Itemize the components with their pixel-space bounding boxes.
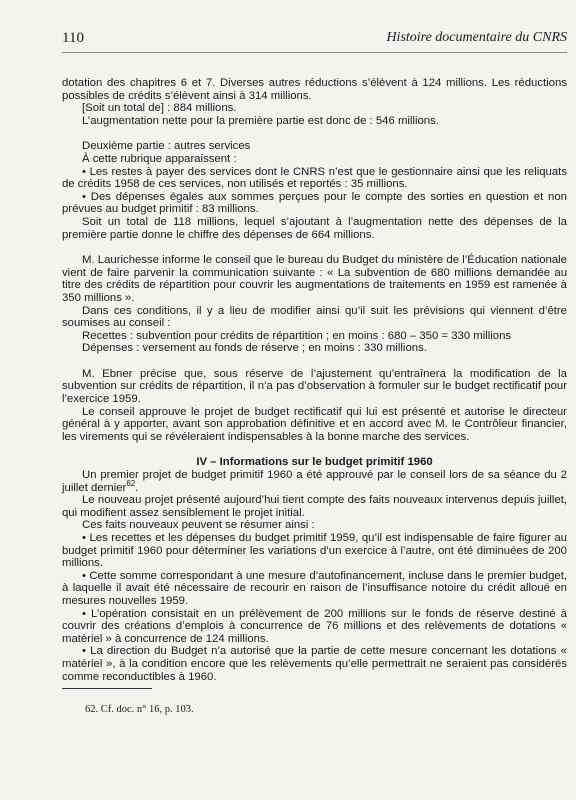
paragraph: M. Laurichesse informe le conseil que le bureau du Budget du ministère de l’Éducation nationale vient de faire parvenir la communication suivante : « La subvention de 680 millions demandée au titre des crédits de répartition pour couvrir les augmentations de traitements en 1959 est ramenée à 350 millions ». xyxy=(62,254,567,304)
paragraph-text: Un premier projet de budget primitif 1960 a été approuvé par le conseil lors de sa séance du 2 juillet dernier xyxy=(62,469,567,494)
paragraph: Le conseil approuve le projet de budget rectificatif qui lui est présenté et autorise le directeur général à y apporter, avant son approbation définitive et en accord avec M. le Contrôleur financier, les virements qui se révéleraient indispensables à la bonne marche des services. xyxy=(62,405,567,443)
paragraph: L’augmentation nette pour la première partie est donc de : 546 millions. xyxy=(82,114,439,127)
paragraph: dotation des chapitres 6 et 7. Diverses autres réductions s’élèvent à 124 millions. Les réductions possibles de crédits s’élèvent ainsi à 314 millions. xyxy=(62,77,567,102)
paragraph-end: . xyxy=(135,481,139,494)
bullet-item: • Les recettes et les dépenses du budget primitif 1959, qu’il est indispensable de faire figurer au budget primitif 1960 pour déterminer les variations d’un exercice à l’autre, ont été diminuées de 200 millions. xyxy=(62,532,567,570)
footnote-rule xyxy=(62,688,152,689)
subheading: Deuxième partie : autres services xyxy=(82,140,251,153)
paragraph: Dans ces conditions, il y a lieu de modifier ainsi qu’il suit les prévisions qui viennent d’être soumises au conseil : xyxy=(62,304,567,330)
paragraph xyxy=(62,469,567,494)
header-rule xyxy=(62,52,567,53)
page-header xyxy=(62,30,567,52)
paragraph: Le nouveau projet présenté aujourd’hui tient compte des faits nouveaux intervenus depuis juillet, qui modifient assez sensiblement le projet initial. xyxy=(62,494,567,519)
paragraph: Ces faits nouveaux peuvent se résumer ainsi : xyxy=(82,519,315,532)
paragraph: Soit un total de 118 millions, lequel s’ajoutant à l’augmentation nette des dépenses de la première partie donne le chiffre des dépenses de 664 millions. xyxy=(62,215,567,241)
footnote-ref: 62 xyxy=(126,478,136,488)
footnote: 62. Cf. doc. n° 16, p. 103. xyxy=(85,704,194,715)
body-text xyxy=(62,77,567,683)
paragraph: Recettes : subvention pour crédits de répartition ; en moins : 680 – 350 = 330 millions xyxy=(82,329,512,342)
bullet-item: • Les restes à payer des services dont le CNRS n’est que le gestionnaire ainsi que les reliquats de crédits 1958 de ces services, non utilisés et reportés : 35 millions. xyxy=(62,165,567,191)
bullet-item: • Cette somme correspondant à une mesure d’autofinancement, incluse dans le premier budget, à laquelle il avait été nécessaire de recourir en raison de l’insuffisance notoire du crédit alloué en mesures nouvelles 1959. xyxy=(62,569,567,607)
bullet-item: • La direction du Budget n’a autorisé que la partie de cette mesure concernant les dotations « matériel », à la condition encore que les relèvements qu’elle permettrait ne seraient pas considérés comme reconductibles à 1960. xyxy=(62,645,567,683)
paragraph: [Soit un total de] : 884 millions. xyxy=(82,102,237,115)
running-title: Histoire documentaire du CNRS xyxy=(386,30,567,45)
paragraph: À cette rubrique apparaissent : xyxy=(82,152,237,165)
page-number: 110 xyxy=(62,30,84,46)
bullet-item: • L’opération consistait en un prélèvement de 200 millions sur le fonds de réserve destiné à couvrir des créations d’emplois à concurrence de 76 millions et des relèvements de dotations « matériel » à concurrence de 124 millions. xyxy=(62,607,567,645)
paragraph: Dépenses : versement au fonds de réserve ; en moins : 330 millions. xyxy=(82,342,427,355)
bullet-item: • Des dépenses égales aux sommes perçues pour le compte des sorties en question et non prévues au budget primitif : 83 millions. xyxy=(62,190,567,216)
section-title: IV – Informations sur le budget primitif 1960 xyxy=(196,456,433,469)
paragraph: M. Ebner précise que, sous réserve de l’ajustement qu’entraînera la modification de la subvention sur crédits de répartition, il n’a pas d’observation à formuler sur le budget rectificatif pour l’exercice 1959. xyxy=(62,367,567,406)
